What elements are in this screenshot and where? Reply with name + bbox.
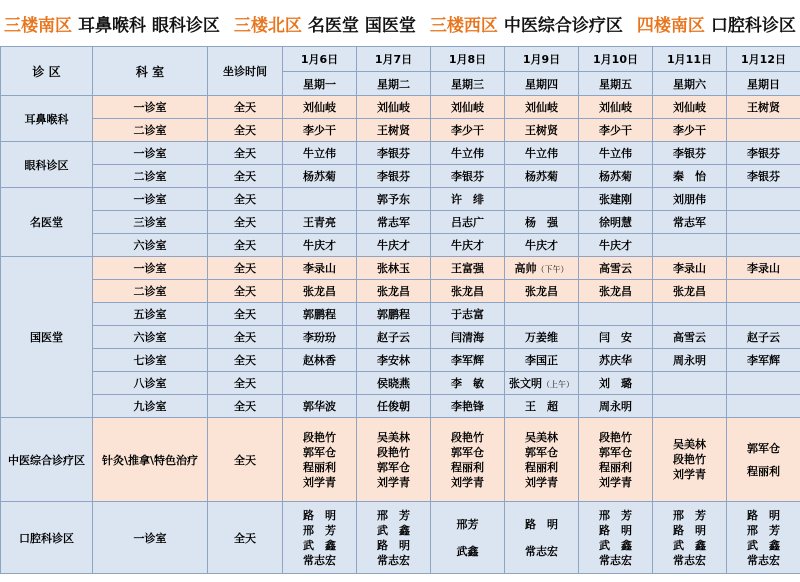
doctor-cell [653, 395, 727, 418]
doctor-cell: 高雪云 [579, 257, 653, 280]
doctor-cell [727, 119, 800, 142]
doctor-name: 刘学青 [599, 475, 632, 489]
doctor-name: 刘学青 [673, 468, 706, 481]
time-cell: 全天 [208, 142, 283, 165]
doctor-cell: 张林玉 [357, 257, 431, 280]
doctor-cell: 李军辉 [431, 349, 505, 372]
doctor-cell [283, 188, 357, 211]
date-header: 1月11日 [653, 47, 727, 72]
time-cell: 全天 [208, 280, 283, 303]
doctor-cell: 任俊朝 [357, 395, 431, 418]
zone-column-header: 诊 区 [1, 47, 93, 96]
doctor-name: 常志宏 [525, 544, 558, 558]
table-row [1, 119, 800, 142]
doctor-name: 邢 芳 [303, 523, 336, 537]
doctor-cell: 牛立伟 [431, 142, 505, 165]
time-cell: 全天 [208, 234, 283, 257]
doctor-cell: 李银芬 [727, 142, 800, 165]
doctor-cell: 赵子云 [727, 326, 800, 349]
doctor-name: 常志宏 [377, 553, 410, 567]
spacer [431, 532, 504, 544]
doctor-name: 刘学青 [451, 475, 484, 489]
doctor-cell: 刘仙岐 [357, 96, 431, 119]
room-column-header: 科 室 [93, 47, 208, 96]
time-cell: 全天 [208, 96, 283, 119]
doctor-name: 刘学青 [303, 475, 336, 489]
doctor-cell: 张龙昌 [431, 280, 505, 303]
doctor-cell: 李安林 [357, 349, 431, 372]
doctor-cell: 刘仙岐 [653, 96, 727, 119]
doctor-cell: 李录山 [727, 257, 800, 280]
doctor-name: 程丽利 [451, 460, 484, 474]
weekday-header: 星期四 [505, 72, 579, 96]
doctor-name: 吴美林 [377, 430, 410, 444]
doctor-name: 路 明 [377, 538, 410, 552]
doctor-name: 武 鑫 [673, 538, 706, 552]
doctor-cell [283, 418, 357, 502]
doctor-cell: 李少干 [579, 119, 653, 142]
doctor-cell: 李少干 [283, 119, 357, 142]
doctor-cell [579, 418, 653, 502]
table-row [1, 96, 800, 119]
doctor-name: 刘学青 [525, 475, 558, 489]
room-cell: 针灸\推拿\特色治疗 [93, 418, 208, 502]
doctor-name: 郭军仓 [599, 445, 632, 459]
doctor-name: 路 明 [303, 508, 336, 522]
doctor-cell: 李录山 [653, 257, 727, 280]
weekday-header: 星期三 [431, 72, 505, 96]
schedule-table [0, 46, 800, 574]
zone-label: 国医堂 [1, 257, 93, 418]
doctor-cell: 吕志广 [431, 211, 505, 234]
doctor-name: 路 明 [747, 508, 780, 522]
doctor-cell: 李少干 [653, 119, 727, 142]
time-cell: 全天 [208, 502, 283, 574]
table-row [1, 326, 800, 349]
doctor-name: 郭军仓 [525, 445, 558, 459]
time-cell: 全天 [208, 349, 283, 372]
doctor-name: 张文明 [509, 377, 542, 390]
doctor-cell: 郭予东 [357, 188, 431, 211]
doctor-cell: 张建刚 [579, 188, 653, 211]
doctor-cell [727, 234, 800, 257]
doctor-name: 吴美林 [673, 438, 706, 451]
doctor-cell [727, 395, 800, 418]
time-cell: 全天 [208, 326, 283, 349]
doctor-cell: 王树贤 [505, 119, 579, 142]
doctor-cell: 刘朋伟 [653, 188, 727, 211]
table-row [1, 395, 800, 418]
table-row [1, 349, 800, 372]
doctor-cell: 万姜维 [505, 326, 579, 349]
doctor-name: 常志宏 [599, 553, 632, 567]
date-header: 1月7日 [357, 47, 431, 72]
doctor-name: 吴美林 [525, 430, 558, 444]
room-cell: 二诊室 [93, 119, 208, 142]
doctor-cell: 李玢玢 [283, 326, 357, 349]
weekday-header: 星期日 [727, 72, 800, 96]
doctor-name: 路 明 [673, 523, 706, 537]
zone-label: 中医综合诊疗区 [1, 418, 93, 502]
doctor-cell [727, 188, 800, 211]
doctor-cell: 牛庆才 [431, 234, 505, 257]
doctor-cell: 刘仙岐 [283, 96, 357, 119]
location-label: 三楼北区 [233, 15, 302, 36]
department-label: 耳鼻喉科 眼科诊区 [78, 15, 220, 36]
time-cell: 全天 [208, 372, 283, 395]
time-cell: 全天 [208, 188, 283, 211]
doctor-name: 程丽利 [303, 460, 336, 474]
room-cell: 六诊室 [93, 326, 208, 349]
doctor-cell: 牛立伟 [283, 142, 357, 165]
doctor-cell: 牛庆才 [283, 234, 357, 257]
doctor-cell: 张龙昌 [579, 280, 653, 303]
room-cell: 七诊室 [93, 349, 208, 372]
time-cell: 全天 [208, 165, 283, 188]
doctor-cell [579, 303, 653, 326]
doctor-cell: 李银芬 [727, 165, 800, 188]
doctor-name: 邢 芳 [377, 508, 410, 522]
doctor-cell [357, 418, 431, 502]
doctor-cell: 李艳锋 [431, 395, 505, 418]
doctor-name: 路 明 [525, 517, 558, 531]
doctor-name: 高帅 [514, 262, 537, 275]
doctor-cell: 郭鹏程 [283, 303, 357, 326]
doctor-cell: 李银芬 [431, 165, 505, 188]
zone-label: 眼科诊区 [1, 142, 93, 188]
doctor-cell: 李少干 [431, 119, 505, 142]
doctor-cell: 牛庆才 [579, 234, 653, 257]
doctor-cell: 闫 安 [579, 326, 653, 349]
doctor-cell: 王树贤 [727, 96, 800, 119]
zone-label: 耳鼻喉科 [1, 96, 93, 142]
doctor-cell: 侯晓燕 [357, 372, 431, 395]
doctor-cell: 李军辉 [727, 349, 800, 372]
doctor-cell: 高雪云 [653, 326, 727, 349]
doctor-cell: 于志富 [431, 303, 505, 326]
doctor-name: 程丽利 [599, 460, 632, 474]
room-cell: 一诊室 [93, 96, 208, 119]
weekday-header: 星期五 [579, 72, 653, 96]
doctor-name: 武 鑫 [747, 538, 780, 552]
doctor-name: 常志宏 [303, 553, 336, 567]
doctor-cell: 李 敏 [431, 372, 505, 395]
doctor-cell [727, 280, 800, 303]
table-row [1, 188, 800, 211]
doctor-cell [505, 188, 579, 211]
doctor-cell [505, 418, 579, 502]
doctor-name: 刘学青 [377, 475, 410, 489]
table-row [1, 234, 800, 257]
doctor-cell: 李银芬 [357, 165, 431, 188]
doctor-name: 段艳竹 [451, 430, 484, 444]
doctor-cell: 赵林香 [283, 349, 357, 372]
room-cell: 一诊室 [93, 502, 208, 574]
doctor-cell: 张龙昌 [505, 280, 579, 303]
time-cell: 全天 [208, 418, 283, 502]
date-header: 1月6日 [283, 47, 357, 72]
doctor-cell: 周永明 [653, 349, 727, 372]
doctor-cell: 杨苏菊 [283, 165, 357, 188]
doctor-cell: 周永明 [579, 395, 653, 418]
weekday-header: 星期六 [653, 72, 727, 96]
header-segment [4, 11, 220, 36]
table-row [1, 142, 800, 165]
time-cell: 全天 [208, 303, 283, 326]
doctor-cell [727, 502, 800, 574]
doctor-cell [653, 303, 727, 326]
table-row [1, 502, 800, 574]
doctor-cell: 张龙昌 [283, 280, 357, 303]
room-cell: 六诊室 [93, 234, 208, 257]
doctor-name: 程丽利 [747, 464, 780, 478]
doctor-cell: 许 绯 [431, 188, 505, 211]
page-header [0, 0, 800, 46]
doctor-name: 常志宏 [673, 553, 706, 567]
weekday-header: 星期一 [283, 72, 357, 96]
doctor-cell [431, 418, 505, 502]
zone-label: 名医堂 [1, 188, 93, 257]
location-label: 四楼南区 [636, 15, 705, 36]
doctor-cell: 闫清海 [431, 326, 505, 349]
header-segment [430, 11, 623, 36]
table-row [1, 372, 800, 395]
room-cell: 一诊室 [93, 188, 208, 211]
doctor-cell: 李国正 [505, 349, 579, 372]
doctor-cell [653, 502, 727, 574]
table-row [1, 165, 800, 188]
doctor-cell: 张龙昌 [357, 280, 431, 303]
date-header: 1月9日 [505, 47, 579, 72]
time-cell: 全天 [208, 395, 283, 418]
doctor-cell: 郭华波 [283, 395, 357, 418]
time-cell: 全天 [208, 119, 283, 142]
table-row [1, 211, 800, 234]
doctor-cell: 赵子云 [357, 326, 431, 349]
room-cell: 二诊室 [93, 280, 208, 303]
doctor-cell: 李银芬 [653, 142, 727, 165]
doctor-cell: 秦 怡 [653, 165, 727, 188]
date-header: 1月8日 [431, 47, 505, 72]
doctor-cell: 徐明慧 [579, 211, 653, 234]
doctor-name: 邢 芳 [747, 523, 780, 537]
doctor-name: 武 鑫 [599, 538, 632, 552]
room-cell: 一诊室 [93, 257, 208, 280]
doctor-name: 邢芳 [456, 517, 479, 531]
doctor-cell: 王青亮 [283, 211, 357, 234]
doctor-cell [727, 303, 800, 326]
doctor-cell: 刘仙岐 [579, 96, 653, 119]
doctor-cell [727, 211, 800, 234]
doctor-cell: 苏庆华 [579, 349, 653, 372]
room-cell: 三诊室 [93, 211, 208, 234]
time-column-header: 坐诊时间 [208, 47, 283, 96]
doctor-cell: 牛立伟 [505, 142, 579, 165]
doctor-cell [283, 372, 357, 395]
location-label: 三楼南区 [4, 15, 72, 36]
weekday-header: 星期二 [357, 72, 431, 96]
doctor-cell [431, 502, 505, 574]
doctor-cell: 李录山 [283, 257, 357, 280]
doctor-cell [653, 418, 727, 502]
doctor-cell: 刘仙岐 [431, 96, 505, 119]
doctor-cell: 常志军 [653, 211, 727, 234]
doctor-cell: 王树贤 [357, 119, 431, 142]
room-cell: 二诊室 [93, 165, 208, 188]
doctor-cell: 杨苏菊 [579, 165, 653, 188]
doctor-cell [505, 372, 579, 395]
room-cell: 九诊室 [93, 395, 208, 418]
doctor-name: 段艳竹 [303, 430, 336, 444]
doctor-name: 邢 芳 [599, 508, 632, 522]
doctor-cell: 刘 璐 [579, 372, 653, 395]
location-label: 三楼西区 [429, 15, 498, 36]
doctor-name: 段艳竹 [673, 453, 706, 466]
zone-label: 口腔科诊区 [1, 502, 93, 574]
table-row [1, 303, 800, 326]
table-row [1, 280, 800, 303]
table-row [1, 418, 800, 502]
spacer [505, 532, 578, 544]
doctor-cell: 王 超 [505, 395, 579, 418]
doctor-name: 常志宏 [747, 553, 780, 567]
doctor-cell: 刘仙岐 [505, 96, 579, 119]
doctor-name: 武 鑫 [377, 523, 410, 537]
room-cell: 八诊室 [93, 372, 208, 395]
doctor-cell: 牛立伟 [579, 142, 653, 165]
doctor-cell: 牛庆才 [357, 234, 431, 257]
doctor-cell [357, 502, 431, 574]
shift-note: （下午） [536, 265, 569, 274]
doctor-name: 郭军仓 [303, 445, 336, 459]
doctor-cell: 李银芬 [357, 142, 431, 165]
doctor-name: 武鑫 [456, 544, 479, 558]
date-header: 1月10日 [579, 47, 653, 72]
header-segment [234, 11, 416, 36]
doctor-name: 程丽利 [525, 460, 558, 474]
doctor-cell [727, 418, 800, 502]
doctor-name: 段艳竹 [599, 430, 632, 444]
room-cell: 一诊室 [93, 142, 208, 165]
doctor-cell [653, 372, 727, 395]
doctor-cell [283, 502, 357, 574]
table-row [1, 257, 800, 280]
doctor-cell [505, 257, 579, 280]
doctor-name: 邢 芳 [673, 508, 706, 522]
time-cell: 全天 [208, 257, 283, 280]
header-segment [637, 11, 796, 36]
doctor-cell: 张龙昌 [653, 280, 727, 303]
doctor-name: 郭军仓 [377, 460, 410, 474]
doctor-name: 武 鑫 [303, 538, 336, 552]
shift-note: （上午） [542, 380, 574, 389]
doctor-cell: 郭鹏程 [357, 303, 431, 326]
doctor-cell [505, 502, 579, 574]
doctor-cell [653, 234, 727, 257]
spacer [727, 456, 800, 464]
doctor-name: 郭军仓 [747, 441, 780, 455]
department-label: 口腔科诊区 [710, 15, 796, 36]
doctor-cell: 王富强 [431, 257, 505, 280]
room-cell: 五诊室 [93, 303, 208, 326]
doctor-cell [727, 372, 800, 395]
date-header: 1月12日 [727, 47, 800, 72]
doctor-cell: 常志军 [357, 211, 431, 234]
doctor-cell: 杨 强 [505, 211, 579, 234]
doctor-cell [579, 502, 653, 574]
doctor-name: 段艳竹 [377, 445, 410, 459]
time-cell: 全天 [208, 211, 283, 234]
department-label: 名医堂 国医堂 [307, 15, 416, 36]
doctor-cell: 杨苏菊 [505, 165, 579, 188]
department-label: 中医综合诊疗区 [503, 15, 623, 36]
doctor-name: 郭军仓 [451, 445, 484, 459]
doctor-cell: 牛庆才 [505, 234, 579, 257]
doctor-name: 路 明 [599, 523, 632, 537]
doctor-cell [505, 303, 579, 326]
